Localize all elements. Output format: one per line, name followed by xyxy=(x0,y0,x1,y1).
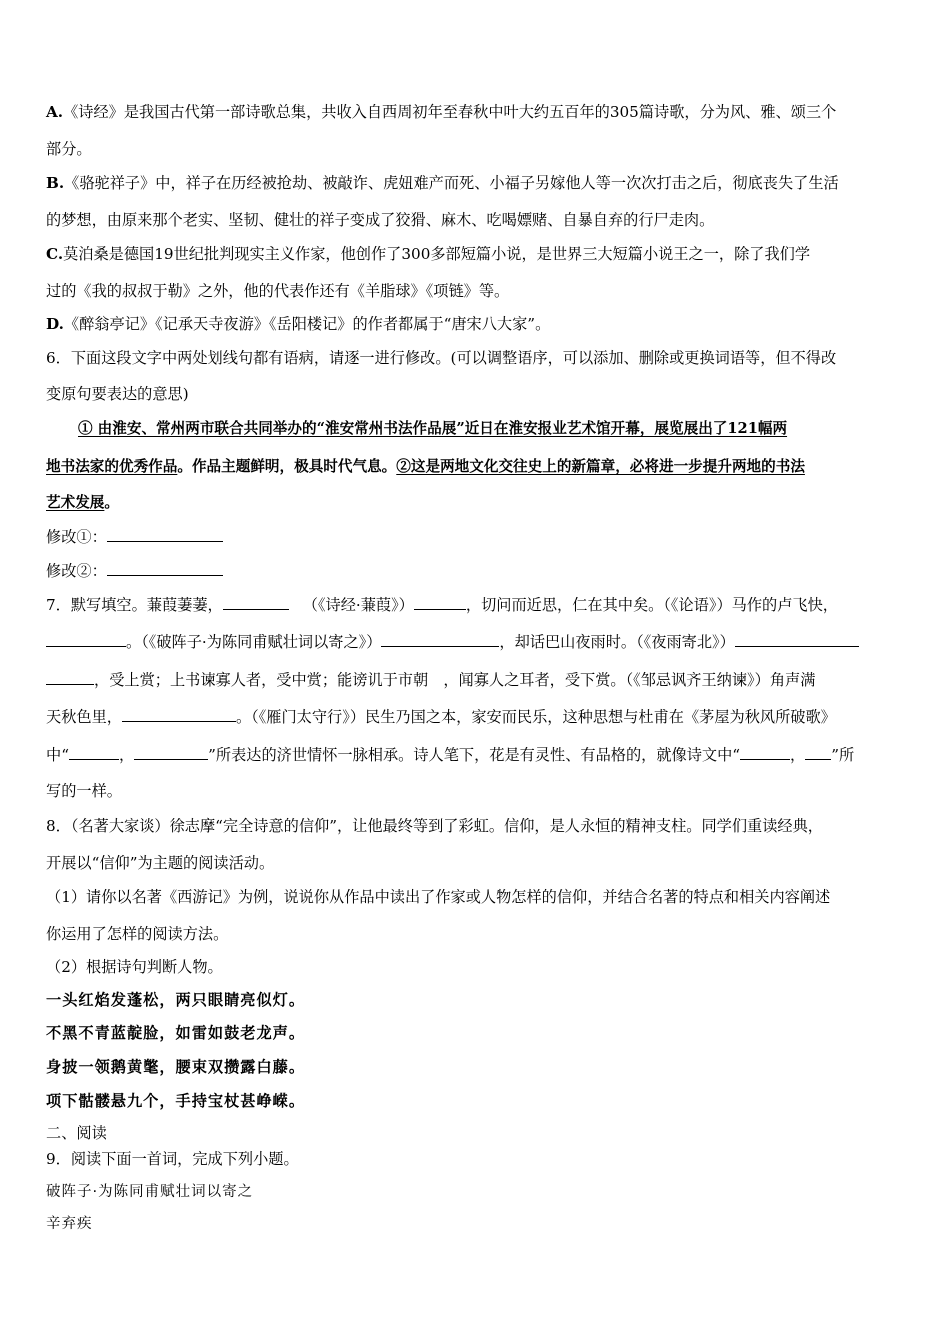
q9-stem: 9．阅读下面一首词，完成下列小题。 xyxy=(46,1150,299,1168)
q8-stem-line2: 开展以“信仰”为主题的阅读活动。 xyxy=(46,854,275,872)
q7-line5 xyxy=(46,744,854,766)
q7-blank[interactable] xyxy=(735,631,859,647)
option-d-line1 xyxy=(46,313,550,335)
option-b-line2: 的梦想，由原来那个老实、坚韧、健壮的祥子变成了狡猾、麻木、吃喝嫖赌、自暴自弃的行尸走肉。 xyxy=(46,211,715,229)
q6-passage-line3 xyxy=(46,492,119,514)
q7-text: ，切问而近思，仁在其中矣。（《论语》）马作的卢飞快， xyxy=(465,596,838,614)
option-b-label: B. xyxy=(46,174,65,192)
q6-fix2 xyxy=(46,560,223,582)
q7-text: 。（《雁门太守行》）民生乃国之本，家安而民乐，这种思想与杜甫在《茅屋为秋风所破歌》 xyxy=(235,708,836,726)
q6-fix1-label: 修改①： xyxy=(46,528,107,546)
q7-blank[interactable] xyxy=(805,744,831,760)
option-c-text: 莫泊桑是德国19世纪批判现实主义作家，他创作了300多部短篇小说，是世界三大短篇小说王之一，除了我们学 xyxy=(63,245,811,263)
option-d-label: D. xyxy=(46,315,64,333)
q7-text: ，受上赏；上书谏寡人者，受中赏；能谤讥于市朝 ，闻寡人之耳者，受下赏。（《邹忌讽齐王纳谏》）角声满 xyxy=(94,671,816,689)
q6-passage-line2 xyxy=(46,456,805,478)
q7-line4 xyxy=(46,706,836,728)
q7-text: 7．默写填空。蒹葭萋萋， xyxy=(46,596,223,614)
option-a-line1 xyxy=(46,101,836,123)
q6-plain-sentence: 。作品主题鲜明，极具时代气息。 xyxy=(177,458,397,475)
q7-line3 xyxy=(46,669,815,691)
section-title: 二、阅读 xyxy=(46,1124,107,1142)
q8-poem-line: 不黑不青蓝靛脸，如雷如鼓老龙声。 xyxy=(46,1024,305,1042)
q6-stem-line2: 变原句要表达的意思) xyxy=(46,385,189,403)
q7-blank[interactable] xyxy=(223,594,289,610)
q8-poem-line: 身披一领鹅黄氅，腰束双攒露白藤。 xyxy=(46,1058,305,1076)
q7-text: ，却话巴山夜雨时。（《夜雨寄北》） xyxy=(499,633,735,651)
q7-line1 xyxy=(46,594,838,616)
option-a-label: A. xyxy=(46,103,64,121)
q7-blank[interactable] xyxy=(122,706,236,722)
q6-underlined-sentence-1: ① 由淮安、常州两市联合共同举办的“淮安常州书法作品展”近日在淮安报业艺术馆开幕，展览展出了121幅两 xyxy=(78,420,788,437)
q7-blank[interactable] xyxy=(381,631,499,647)
q6-fix1-blank[interactable] xyxy=(107,526,223,542)
q7-blank[interactable] xyxy=(740,744,790,760)
q7-text: ， xyxy=(790,746,806,764)
q7-blank[interactable] xyxy=(46,669,94,685)
q7-blank[interactable] xyxy=(134,744,208,760)
q7-line2 xyxy=(46,631,859,653)
q7-line6: 写的一样。 xyxy=(46,782,122,800)
option-a-line2: 部分。 xyxy=(46,140,92,158)
q7-text: ”所 xyxy=(831,746,855,764)
q6-passage-end: 。 xyxy=(104,494,119,511)
q8-stem-line1: 8．（名著大家谈）徐志摩“完全诗意的信仰”，让他最终等到了彩虹。信仰，是人永恒的精神支柱。同学们重读经典， xyxy=(46,817,823,835)
option-b-line1 xyxy=(46,172,839,194)
option-c-label: C. xyxy=(46,245,64,263)
q6-fix2-blank[interactable] xyxy=(107,560,223,576)
q8-sub1-line2: 你运用了怎样的阅读方法。 xyxy=(46,925,229,943)
q7-text: 。（《破阵子·为陈同甫赋壮词以寄之》） xyxy=(126,633,382,651)
q6-underlined-sentence-2: ②这是两地文化交往史上的新篇章，必将进一步提升两地的书法 xyxy=(396,458,805,475)
q7-text: 天秋色里， xyxy=(46,708,122,726)
option-a-text: 《诗经》是我国古代第一部诗歌总集，共收入自西周初年至春秋中叶大约五百年的305篇诗歌，分为风、雅、颂三个 xyxy=(63,103,837,121)
q6-passage-line1 xyxy=(78,418,787,440)
q6-stem-line1: 6．下面这段文字中两处划线句都有语病，请逐一进行修改。(可以调整语序，可以添加、删除或更换词语等，但不得改 xyxy=(46,349,837,367)
q7-text: ， xyxy=(118,746,135,764)
q7-text: ”所表达的济世情怀一脉相承。诗人笔下，花是有灵性、有品格的，就像诗文中“ xyxy=(208,746,741,764)
q8-sub1-line1: （1）请你以名著《西游记》为例，说说你从作品中读出了作家或人物怎样的信仰，并结合名著的特点和相关内容阐述 xyxy=(46,888,831,906)
q6-fix2-label: 修改②： xyxy=(46,562,107,580)
q7-blank[interactable] xyxy=(69,744,119,760)
q8-poem-line: 一头红焰发蓬松，两只眼睛亮似灯。 xyxy=(46,991,305,1009)
q8-poem-line: 项下骷髅悬九个，手持宝杖甚峥嵘。 xyxy=(46,1092,305,1110)
option-c-line1 xyxy=(46,243,810,265)
poem-title: 破阵子·为陈同甫赋壮词以寄之 xyxy=(46,1184,254,1200)
q6-fix1 xyxy=(46,526,223,548)
q7-text: （《诗经·蒹葭》） xyxy=(302,596,414,614)
q7-text: 中“ xyxy=(46,746,69,764)
q7-blank[interactable] xyxy=(414,594,466,610)
option-d-text: 《醉翁亭记》《记承天寺夜游》《岳阳楼记》的作者都属于“唐宋八大家”。 xyxy=(63,315,551,333)
q6-underlined-sentence-2-end: 艺术发展 xyxy=(46,494,105,511)
option-b-text: 《骆驼祥子》中，祥子在历经被抢劫、被敲诈、虎妞难产而死、小福子另嫁他人等一次次打击之后，彻底丧失了生活 xyxy=(64,174,839,192)
q8-sub2: （2）根据诗句判断人物。 xyxy=(46,958,223,976)
q7-blank[interactable] xyxy=(46,631,126,647)
poem-author: 辛弃疾 xyxy=(46,1216,93,1232)
option-c-line2: 过的《我的叔叔于勒》之外，他的代表作还有《羊脂球》《项链》等。 xyxy=(46,282,510,300)
q6-underlined-sentence-1-end: 地书法家的优秀作品 xyxy=(46,458,178,475)
